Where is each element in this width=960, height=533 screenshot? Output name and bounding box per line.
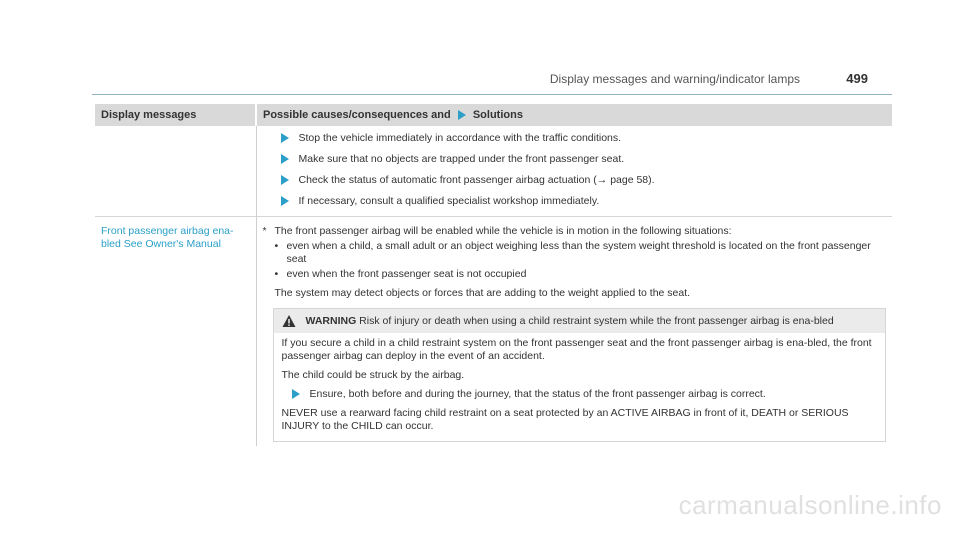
solution-text: Stop the vehicle immediately in accordance with the traffic conditions. bbox=[298, 132, 622, 144]
col-causes-header-text: Possible causes/consequences and bbox=[263, 109, 451, 121]
cause-note: The system may detect objects or forces that are adding to the weight applied to the seat. bbox=[274, 287, 691, 299]
cause-paragraph bbox=[263, 225, 887, 238]
solution-text-main: Check the status of automatic front passenger airbag actuation ( bbox=[298, 174, 597, 186]
running-header-title: Display messages and warning/indicator lamps bbox=[549, 72, 800, 86]
warning-head-desc: Risk of injury or death when using a child restraint system while the front passenger airbag is ena-bled bbox=[359, 315, 834, 327]
table-row bbox=[95, 217, 892, 447]
solution-arrow-icon bbox=[281, 133, 289, 143]
display-messages-table bbox=[95, 104, 892, 446]
message-cell bbox=[95, 217, 256, 447]
solution-arrow-icon bbox=[281, 154, 289, 164]
cause-text: The front passenger airbag will be enabled while the vehicle is in motion in the following situations: bbox=[274, 225, 732, 237]
page-reference-link[interactable]: page 58). bbox=[610, 174, 655, 186]
table-row bbox=[95, 126, 892, 217]
solution-step bbox=[281, 174, 887, 187]
solution-step bbox=[281, 153, 887, 166]
cause-star: * bbox=[262, 225, 267, 237]
solution-text: Make sure that no objects are trapped under the front passenger seat. bbox=[298, 153, 625, 165]
bullet-icon: • bbox=[274, 268, 279, 280]
warning-paragraph: The child could be struck by the airbag. bbox=[281, 369, 465, 381]
solution-step bbox=[281, 195, 887, 208]
solution-text: Ensure, both before and during the journey, that the status of the front passenger airbag is correct. bbox=[309, 388, 766, 400]
bullet-text: even when a child, a small adult or an object weighing less than the system weight threshold is located on the front passenger seat bbox=[286, 240, 871, 265]
solution-text: If necessary, consult a qualified specialist workshop immediately. bbox=[298, 195, 600, 207]
col-causes-header bbox=[256, 104, 892, 126]
warning-label: WARNING bbox=[305, 315, 357, 327]
display-message-line1: Front passenger airbag ena- bbox=[101, 225, 234, 237]
solution-step bbox=[281, 132, 887, 145]
warning-header bbox=[274, 309, 886, 333]
page-number: 499 bbox=[846, 71, 868, 86]
warning-body bbox=[274, 333, 886, 441]
bullet-text: even when the front passenger seat is not occupied bbox=[286, 268, 527, 280]
solutions-cell bbox=[256, 126, 892, 217]
solution-text bbox=[299, 174, 655, 187]
warning-paragraph: NEVER use a rearward facing child restraint on a seat protected by an ACTIVE AIRBAG in front of it, DEATH or SERIOUS INJURY to the CHILD can occur. bbox=[281, 407, 849, 432]
warning-paragraph: If you secure a child in a child restraint system on the front passenger seat and the front passenger airbag is ena-bled, the front passenger airbag can deploy in the event of an accident. bbox=[281, 337, 872, 362]
list-item bbox=[275, 268, 887, 281]
header-rule bbox=[92, 94, 892, 95]
col-solutions-header-text: Solutions bbox=[472, 109, 523, 121]
solution-arrow-icon bbox=[292, 389, 300, 399]
solution-arrow-icon bbox=[281, 196, 289, 206]
page-ref-arrow-icon: → bbox=[596, 174, 608, 186]
bullet-icon: • bbox=[274, 240, 279, 252]
display-message-line2: bled See Owner's Manual bbox=[101, 238, 221, 250]
table-header-row bbox=[95, 104, 892, 126]
solution-step bbox=[292, 388, 878, 401]
watermark: carmanualsonline.info bbox=[678, 490, 942, 520]
solution-arrow-icon bbox=[458, 110, 466, 120]
list-item bbox=[275, 240, 887, 266]
causes-cell bbox=[256, 217, 892, 447]
message-cell-empty bbox=[95, 126, 256, 217]
warning-triangle-icon bbox=[282, 314, 296, 328]
col-display-messages-header: Display messages bbox=[95, 104, 256, 126]
solution-arrow-icon bbox=[281, 175, 289, 185]
warning-box bbox=[273, 308, 887, 442]
warning-head-text bbox=[306, 315, 834, 328]
